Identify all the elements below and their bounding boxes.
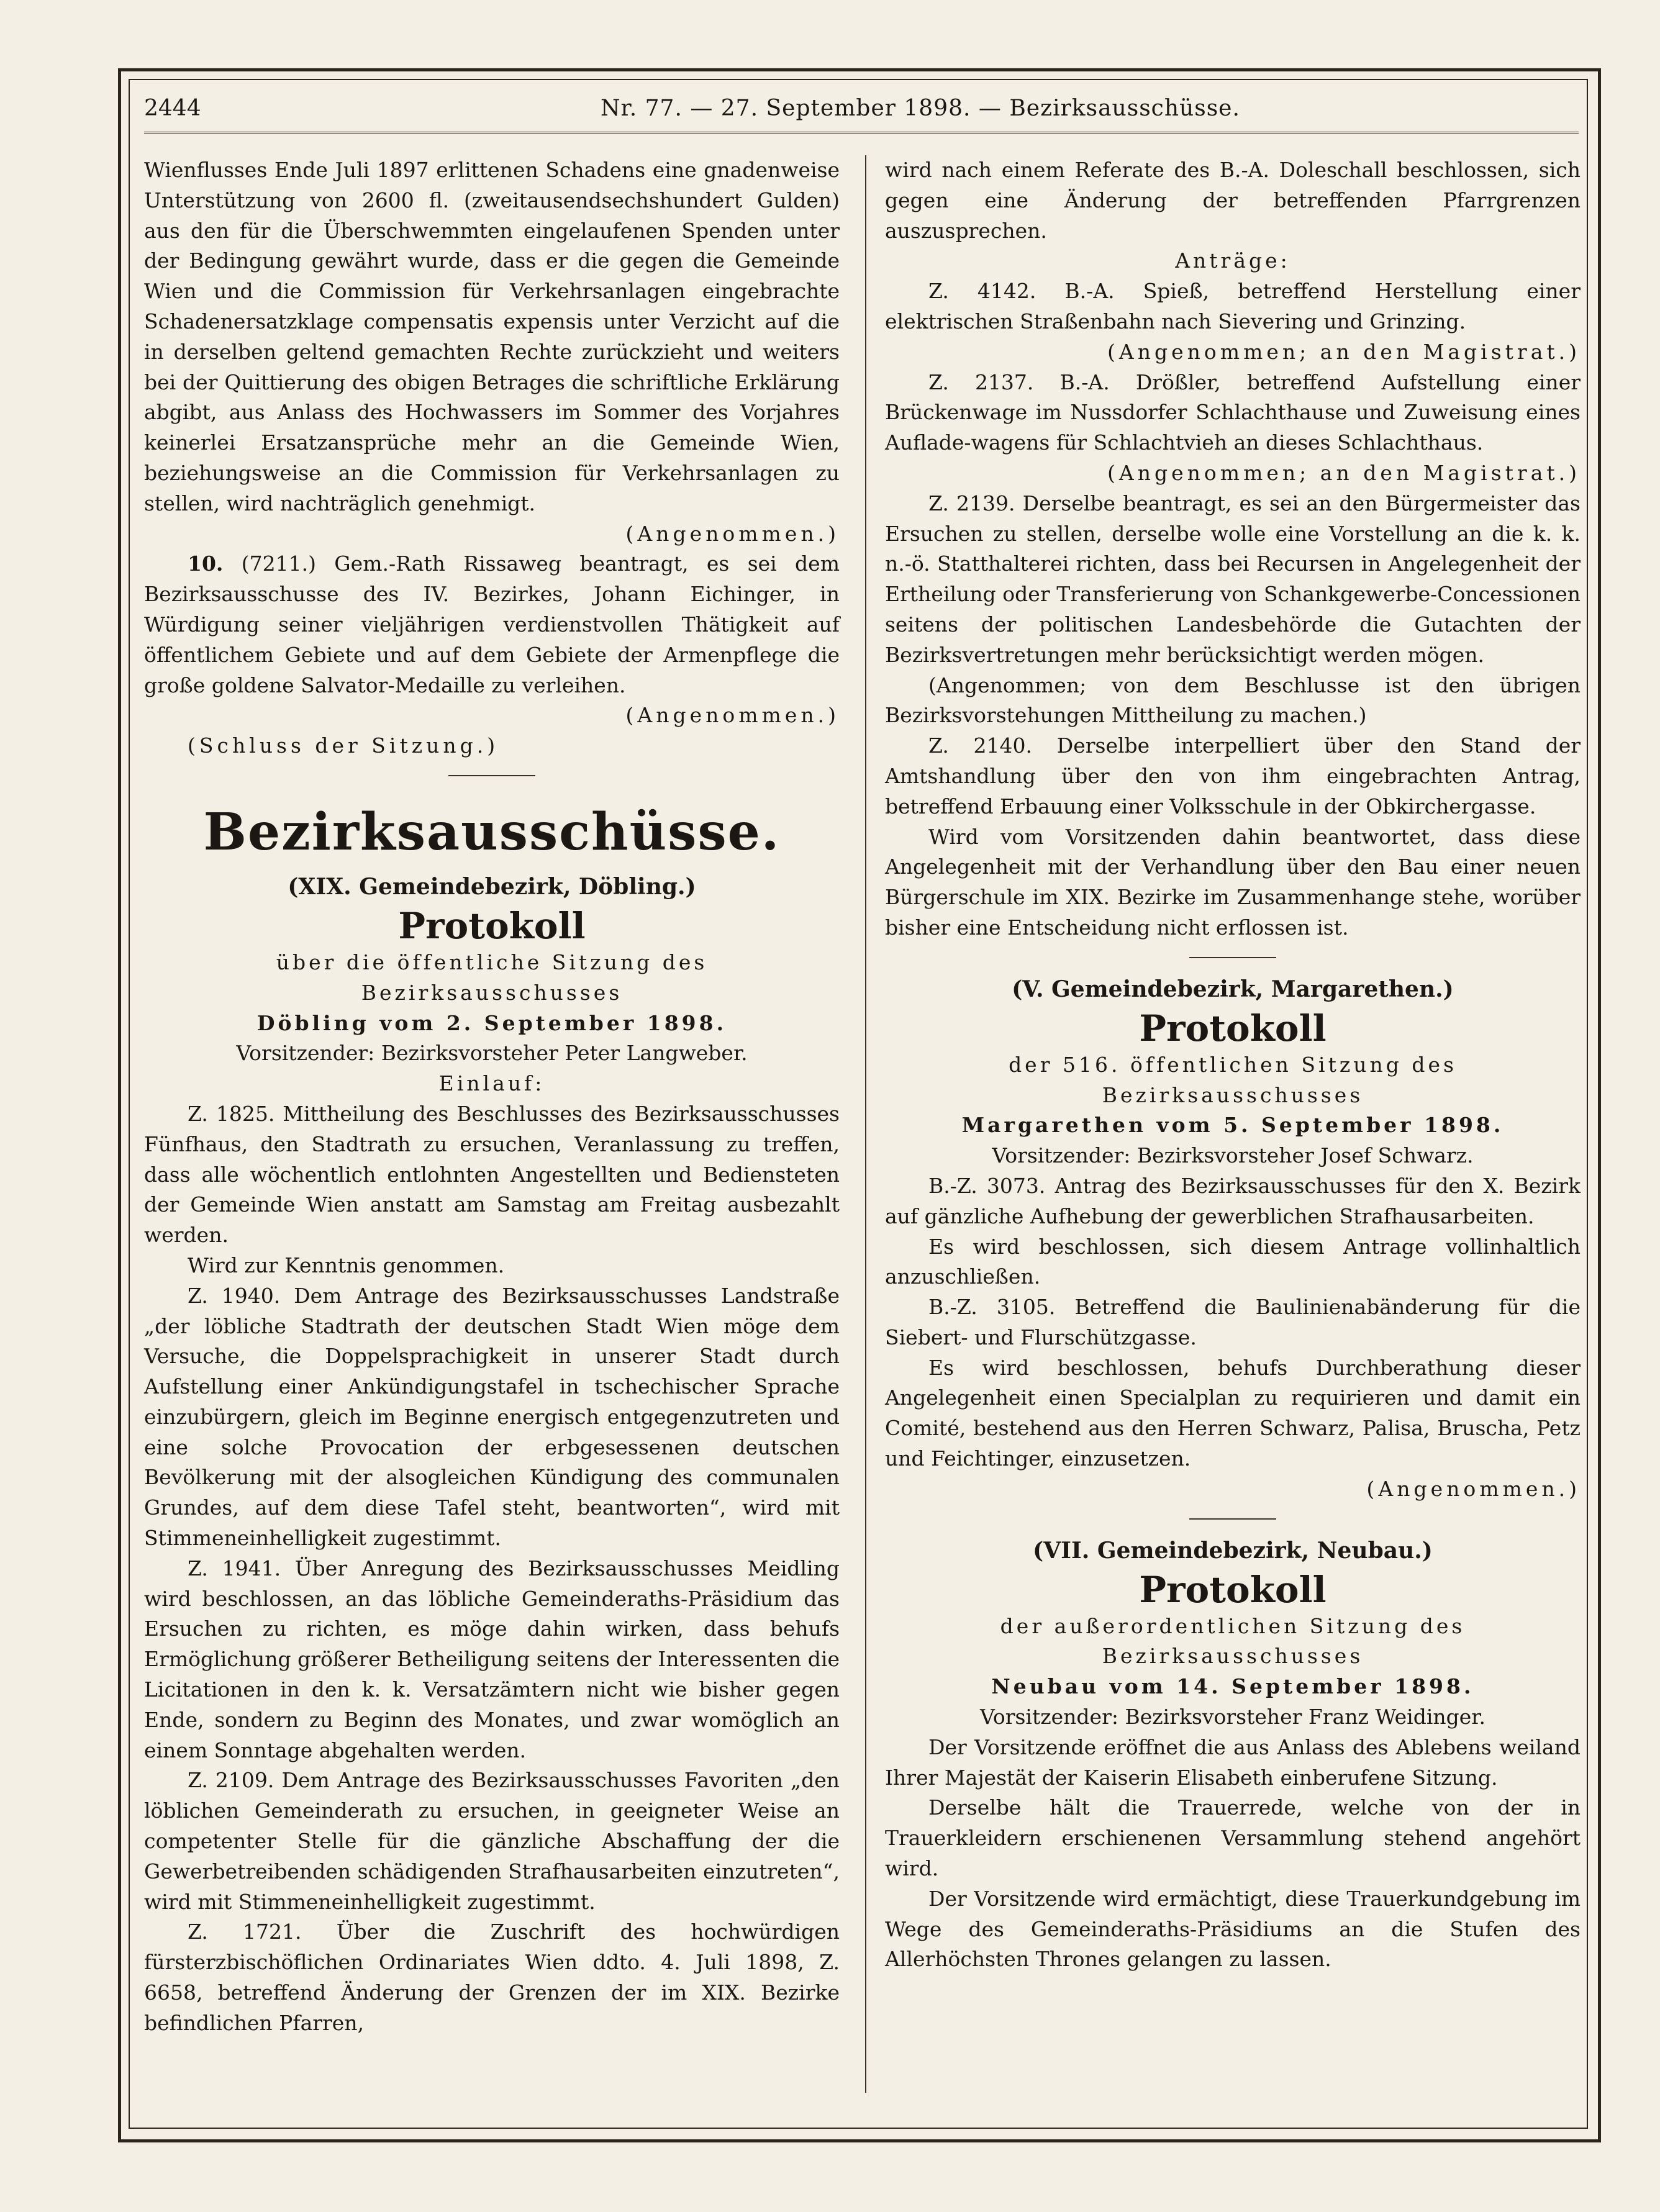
agenda-item: Z. 1941. Über Anregung des Bezirksausschusses Meidling wird beschlossen, an das löbliche Gemeinderaths-Präsidium das Ersuchen zu richten, es möge dahin wirken, dass behufs Ermöglichung größerer Betheiligung seitens der Interessenten die Licitationen in den k. k. Versatzämtern nicht wie bisher gegen Ende, sondern zu Beginn des Monates, und zwar womöglich an einem Sonntage abgehalten werden. (144, 1556, 840, 1762)
paragraph: wird nach einem Referate des B.-A. Doleschall beschlossen, sich gegen eine Änderung der betreffenden Pfarrgrenzen auszusprechen. (885, 158, 1581, 243)
protokoll-heading: Protokoll (398, 904, 586, 947)
right-column (885, 155, 1581, 1975)
section-rule (448, 775, 535, 776)
session-subtitle: über die öffentliche Sitzung des Bezirksausschusses (276, 950, 708, 1005)
district-heading: (V. Gemeindebezirk, Margarethen.) (1012, 976, 1454, 1002)
column-divider (865, 155, 866, 2093)
paragraph (144, 549, 840, 700)
paragraph: Der Vorsitzende eröffnet die aus Anlass des Ablebens weiland Ihrer Majestät der Kaiserin Elisabeth einberufene Sitzung. (885, 1734, 1581, 1790)
session-date: Neubau vom 14. September 1898. (991, 1674, 1474, 1699)
agenda-result: Es wird beschlossen, behufs Durchberathung dieser Angelegenheit einen Specialplan zu requirieren und damit ein Comité, bestehend aus den Herren Schwarz, Palisa, Bruscha, Petz und Feichtinger, einzusetzen. (885, 1355, 1581, 1471)
section-title: Bezirksausschüsse. (203, 802, 781, 862)
agenda-item: B.-Z. 3073. Antrag des Bezirksausschusses für den X. Bezirk auf gänzliche Aufhebung der gewerblichen Strafhausarbeiten. (885, 1173, 1581, 1228)
agenda-item: Z. 2140. Derselbe interpelliert über den Stand der Amtshandlung über den von ihm eingebrachten Antrag, betreffend Erbauung einer Volksschule in der Obkirchergasse. (885, 733, 1581, 818)
status-accepted: (Angenommen.) (1366, 1476, 1581, 1501)
session-date: Margarethen vom 5. September 1898. (961, 1113, 1504, 1138)
agenda-result: Wird vom Vorsitzenden dahin beantwortet, dass diese Angelegenheit mit der Verhandlung über den Bau einer neuen Bürgerschule im XIX. Bezirke im Zusammenhange stehe, worüber bisher eine Entscheidung nicht erflossen ist. (885, 824, 1581, 940)
paragraph: Derselbe hält die Trauerrede, welche von der in Trauerkleidern erschienenen Versammlung stehend angehört wird. (885, 1795, 1581, 1881)
chair-line: Vorsitzender: Bezirksvorsteher Josef Schwarz. (992, 1143, 1474, 1168)
session-subtitle: der 516. öffentlichen Sitzung des Bezirksausschusses (1009, 1052, 1457, 1107)
paragraph: Der Vorsitzende wird ermächtigt, diese Trauerkundgebung im Wege des Gemeinderaths-Präsidiums an die Stufen des Allerhöchsten Thrones gelangen zu lassen. (885, 1886, 1581, 1972)
district-heading: (VII. Gemeindebezirk, Neubau.) (1033, 1537, 1433, 1564)
paragraph: Wienflusses Ende Juli 1897 erlittenen Schadens eine gnadenweise Unterstützung von 2600 fl. (zweitausendsechshundert Gulden) aus den für die Überschwemmten eingelaufenen Spenden unter der Bedingung gewährt wurde, dass er die gegen die Gemeinde Wien und die Commission für Verkehrsanlagen eingebrachte Schadenersatzklage compensatis expensis unter Verzicht auf die in derselben geltend gemachten Rechte zurückzieht und weiters bei der Quittierung des obigen Betrages die schriftliche Erklärung abgibt, aus Anlass des Hochwassers im Sommer des Vorjahres keinerlei Ersatzansprüche mehr an die Gemeinde Wien, beziehungsweise an die Commission für Verkehrsanlagen zu stellen, wird nachträglich genehmigt. (144, 158, 840, 515)
session-date: Döbling vom 2. September 1898. (256, 1010, 727, 1035)
section-rule (1189, 957, 1276, 958)
agenda-result: Wird zur Kenntnis genommen. (188, 1253, 505, 1277)
antraege-heading: Anträge: (1175, 248, 1290, 273)
status-accepted: (Angenommen; an den Magistrat.) (1107, 339, 1581, 364)
session-subtitle: der außerordentlichen Sitzung des Bezirksausschusses (1000, 1613, 1466, 1669)
status-accepted: (Angenommen; an den Magistrat.) (1107, 460, 1581, 485)
agenda-item: Z. 1721. Über die Zuschrift des hochwürdigen fürsterzbischöflichen Ordinariates Wien ddto. 4. Juli 1898, Z. 6658, betreffend Änderung der Grenzen der im XIX. Bezirke befindlichen Pfarren, (144, 1920, 840, 2035)
agenda-item: Z. 2139. Derselbe beantragt, es sei an den Bürgermeister das Ersuchen zu stellen, derselbe wolle eine Vorstellung an die k. k. n.-ö. Statthalterei richten, dass bei Recursen in Angelegenheit der Ertheilung oder Transferierung von Schankgewerbe-Concessionen seitens der politischen Landesbehörde die Gutachten der Bezirksvertretungen mehr berücksichtigt werden mögen. (885, 491, 1581, 667)
agenda-item: Z. 1940. Dem Antrage des Bezirksausschusses Landstraße „der löbliche Stadtrath der deutschen Stadt Wien möge dem Versuche, die Doppelsprachigkeit in unserer Stadt durch Aufstellung einer Ankündigungstafel in tschechischer Sprache einzubürgern, gleich im Beginne energisch entgegenzutreten und eine solche Provocation der erbgesessenen deutschen Bevölkerung mit der alsogleichen Kündigung des communalen Grundes, auf dem diese Tafel steht, beantworten“, wird mit Stimmeneinhelligkeit zugestimmt. (144, 1283, 840, 1551)
chair-line: Vorsitzender: Bezirksvorsteher Peter Langweber. (236, 1041, 748, 1066)
agenda-item: Z. 2109. Dem Antrage des Bezirksausschusses Favoriten „den löblichen Gemeinderath zu ersuchen, in geeigneter Weise an competenter Stelle für die gänzliche Abschaffung der die Gewerbetreibenden schädigenden Strafhausarbeiten einzutreten“, wird mit Stimmeneinhelligkeit zugestimmt. (144, 1768, 840, 1914)
status-accepted: (Angenommen; von dem Beschlusse ist den übrigen Bezirksvorstehungen Mittheilung zu machen.) (885, 673, 1581, 728)
section-rule (1189, 1518, 1276, 1520)
session-end: (Schluss der Sitzung.) (188, 733, 499, 758)
status-accepted: (Angenommen.) (625, 521, 840, 546)
paragraph-text: (7211.) Gem.-Rath Rissaweg beantragt, es sei dem Bezirksausschusse des IV. Bezirkes, Johann Eichinger, in Würdigung seiner vieljährigen verdienstvollen Thätigkeit auf öffentlichem Gebiete und auf dem Gebiete der Armenpflege die große goldene Salvator-Medaille zu verleihen. (144, 551, 840, 697)
protokoll-heading: Protokoll (1139, 1007, 1327, 1049)
agenda-item: Z. 2137. B.-A. Drößler, betreffend Aufstellung einer Brückenwage im Nussdorfer Schlachthause und Zuweisung eines Auflade-wagens für Schlachtvieh an dieses Schlachthaus. (885, 369, 1581, 455)
header-rule (144, 132, 1579, 134)
page-number: 2444 (144, 96, 201, 121)
agenda-result: Es wird beschlossen, sich diesem Antrage vollinhaltlich anzuschließen. (885, 1234, 1581, 1289)
chair-line: Vorsitzender: Bezirksvorsteher Franz Weidinger. (980, 1705, 1485, 1729)
left-column (144, 155, 840, 2039)
district-heading: (XIX. Gemeindebezirk, Döbling.) (288, 873, 696, 900)
protokoll-heading: Protokoll (1139, 1568, 1327, 1611)
agenda-item: B.-Z. 3105. Betreffend die Baulinienabänderung für die Siebert- und Flurschützgasse. (885, 1295, 1581, 1349)
issue-line: Nr. 77. — 27. September 1898. — Bezirksausschüsse. (601, 96, 1240, 121)
item-number: 10. (188, 551, 224, 576)
einlauf-heading: Einlauf: (438, 1071, 545, 1096)
status-accepted: (Angenommen.) (625, 703, 840, 728)
agenda-item: Z. 1825. Mittheilung des Beschlusses des Bezirksausschusses Fünfhaus, den Stadtrath zu ersuchen, Veranlassung zu treffen, dass alle wöchentlich entlohnten Angestellten und Bediensteten der Gemeinde Wien anstatt am Samstag am Freitag ausbezahlt werden. (144, 1101, 840, 1248)
page-header (144, 92, 1579, 129)
agenda-item: Z. 4142. B.-A. Spieß, betreffend Herstellung einer elektrischen Straßenbahn nach Sievering und Grinzing. (885, 279, 1581, 333)
